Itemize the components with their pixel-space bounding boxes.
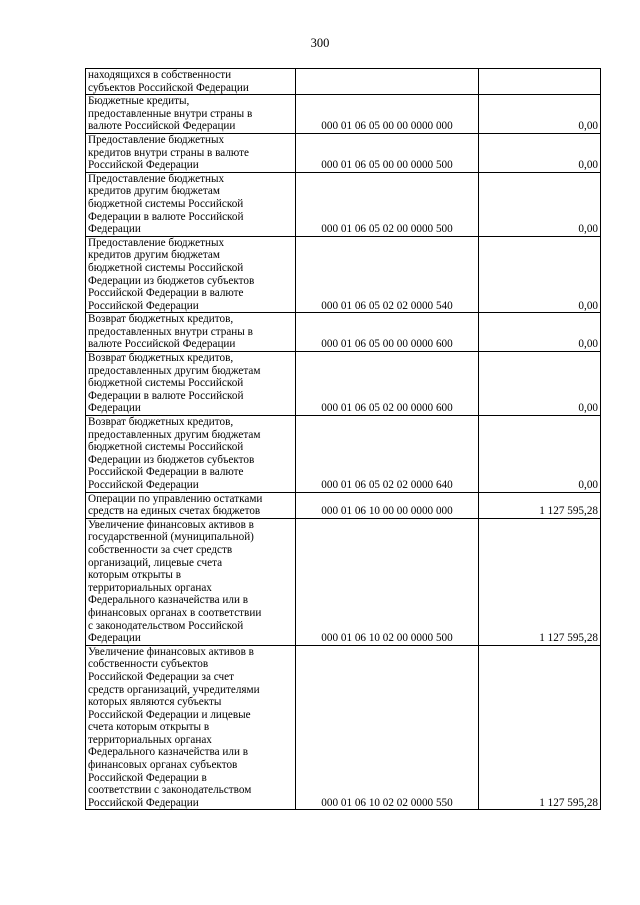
- row-code-cell: 000 01 06 05 02 00 0000 600: [296, 352, 479, 416]
- table-row: [86, 518, 601, 645]
- row-code-cell: 000 01 06 05 00 00 0000 500: [296, 133, 479, 172]
- row-sum-cell: 0,00: [479, 313, 601, 352]
- row-name-cell: Возврат бюджетных кредитов, предоставленных внутри страны в валюте Российской Федерации: [86, 313, 296, 352]
- row-name-cell: Увеличение финансовых активов в государственной (муниципальной) собственности за счет средств организаций, лицевые счета которым открыты в территориальных органах Федерального казначейства или в финансовых органах в соответствии с законодательством Российской Федерации: [86, 518, 296, 645]
- row-code-cell: 000 01 06 05 02 02 0000 540: [296, 236, 479, 313]
- table-row: [86, 352, 601, 416]
- row-sum-cell: 0,00: [479, 95, 601, 134]
- row-name-cell: Возврат бюджетных кредитов, предоставленных другим бюджетам бюджетной системы Российской Федерации из бюджетов субъектов Российской Федерации в валюте Российской Федерации: [86, 416, 296, 493]
- table-row: [86, 95, 601, 134]
- row-sum-cell: 1 127 595,28: [479, 492, 601, 518]
- row-name-cell: Увеличение финансовых активов в собственности субъектов Российской Федерации за счет средств организаций, учредителями которых являются субъекты Российской Федерации и лицевые счета которым открыты в территориальных органах Федерального казначейства или в финансовых органах субъектов Российской Федерации в соответствии с законодательством Российской Федерации: [86, 645, 296, 810]
- table-row: [86, 492, 601, 518]
- row-name-cell: Возврат бюджетных кредитов, предоставленных другим бюджетам бюджетной системы Российской Федерации в валюте Российской Федерации: [86, 352, 296, 416]
- table-body: [86, 69, 601, 810]
- row-sum-cell: 0,00: [479, 133, 601, 172]
- row-name-cell: находящихся в собственности субъектов Российской Федерации: [86, 69, 296, 95]
- table-row: [86, 313, 601, 352]
- row-name-cell: Операции по управлению остатками средств на единых счетах бюджетов: [86, 492, 296, 518]
- budget-sources-table: [85, 68, 601, 810]
- table-row: [86, 236, 601, 313]
- row-name-cell: Предоставление бюджетных кредитов внутри страны в валюте Российской Федерации: [86, 133, 296, 172]
- row-sum-cell: 0,00: [479, 416, 601, 493]
- row-name-cell: Предоставление бюджетных кредитов другим бюджетам бюджетной системы Российской Федерации в валюте Российской Федерации: [86, 172, 296, 236]
- row-code-cell: 000 01 06 10 02 02 0000 550: [296, 645, 479, 810]
- table-row: [86, 69, 601, 95]
- row-code-cell: 000 01 06 10 00 00 0000 000: [296, 492, 479, 518]
- row-code-cell: [296, 69, 479, 95]
- table-row: [86, 645, 601, 810]
- row-code-cell: 000 01 06 05 00 00 0000 000: [296, 95, 479, 134]
- table-row: [86, 133, 601, 172]
- row-code-cell: 000 01 06 05 02 02 0000 640: [296, 416, 479, 493]
- row-sum-cell: 0,00: [479, 172, 601, 236]
- table-row: [86, 416, 601, 493]
- row-sum-cell: [479, 69, 601, 95]
- row-code-cell: 000 01 06 05 02 00 0000 500: [296, 172, 479, 236]
- row-name-cell: Предоставление бюджетных кредитов другим бюджетам бюджетной системы Российской Федерации из бюджетов субъектов Российской Федерации в валюте Российской Федерации: [86, 236, 296, 313]
- row-sum-cell: 0,00: [479, 352, 601, 416]
- row-code-cell: 000 01 06 10 02 00 0000 500: [296, 518, 479, 645]
- page-number: 300: [310, 36, 330, 50]
- row-name-cell: Бюджетные кредиты, предоставленные внутри страны в валюте Российской Федерации: [86, 95, 296, 134]
- row-sum-cell: 1 127 595,28: [479, 645, 601, 810]
- row-sum-cell: 0,00: [479, 236, 601, 313]
- row-code-cell: 000 01 06 05 00 00 0000 600: [296, 313, 479, 352]
- row-sum-cell: 1 127 595,28: [479, 518, 601, 645]
- table-row: [86, 172, 601, 236]
